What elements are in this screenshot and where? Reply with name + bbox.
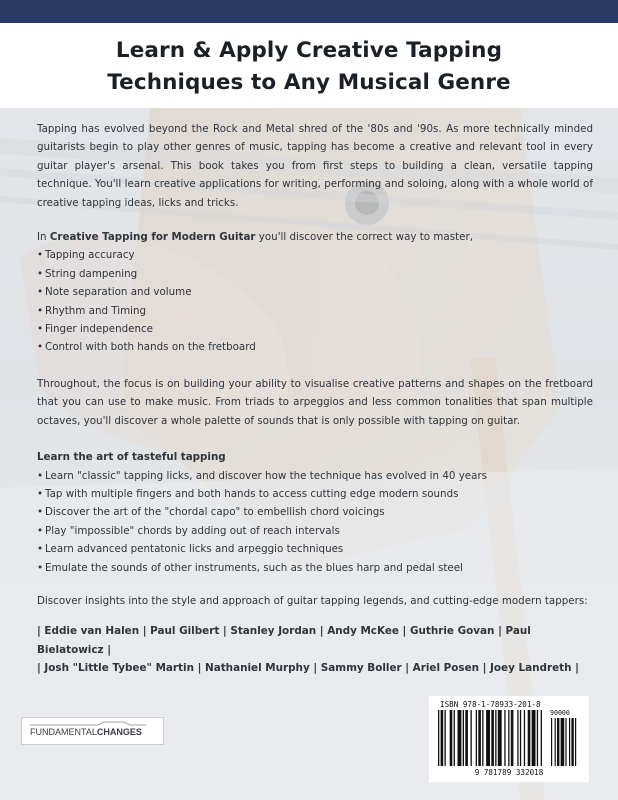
- isbn-barcode: [429, 696, 589, 782]
- barcode-addon-bar: [555, 718, 556, 766]
- list-item: • Learn "classic" tapping licks, and discover how the technique has evolved in 40 years: [37, 467, 593, 485]
- top-color-bar: [0, 0, 618, 23]
- barcode-bars: [437, 710, 583, 768]
- barcode-bar: [441, 710, 444, 766]
- title-line-2: Techniques to Any Musical Genre: [107, 70, 511, 95]
- title-block: [0, 23, 618, 108]
- list-item: • Finger independence: [37, 320, 593, 338]
- skills-list: [37, 246, 593, 356]
- barcode-bar: [520, 710, 521, 766]
- barcode-bar: [476, 710, 477, 766]
- barcode-bar: [482, 710, 483, 766]
- barcode-bar: [445, 710, 446, 766]
- barcode-bar: [524, 710, 525, 766]
- barcode-addon-bar: [569, 718, 570, 766]
- discover-prefix: In: [37, 231, 50, 244]
- book-title: Creative Tapping for Modern Guitar: [49, 231, 256, 244]
- list-item: • Learn advanced pentatonic licks and arpeggio techniques: [37, 540, 593, 558]
- publisher-name: [30, 727, 142, 738]
- barcode-bar: [450, 710, 453, 766]
- barcode-bar: [471, 710, 472, 766]
- list-item: • Emulate the sounds of other instruments, such as the blues harp and pedal steel: [37, 559, 593, 577]
- barcode-bar: [454, 710, 455, 766]
- legends-line-2: | Josh "Little Tybee" Martin | Nathaniel Murphy | Sammy Boller | Ariel Posen | Joey Landreth |: [37, 662, 579, 675]
- barcode-bar: [465, 710, 468, 766]
- list-item: • Rhythm and Timing: [37, 302, 593, 320]
- barcode-digits: 9 781789 332018: [474, 768, 544, 777]
- barcode-addon-bar: [557, 718, 559, 766]
- barcode-bar: [458, 710, 462, 766]
- discover-suffix: you'll discover the correct way to master,: [255, 231, 473, 244]
- barcode-bar: [478, 710, 481, 766]
- barcode-bar: [504, 710, 505, 766]
- price-addon: 90000: [550, 709, 570, 717]
- list-item: • Tap with multiple fingers and both hands to access cutting edge modern sounds: [37, 485, 593, 503]
- barcode-addon-bar: [551, 718, 552, 766]
- title-line-1: Learn & Apply Creative Tapping: [115, 38, 503, 63]
- barcode-bar: [537, 710, 538, 766]
- barcode-bar: [498, 710, 502, 766]
- publisher-name-part1: FUNDAMENTAL: [30, 727, 97, 737]
- art-list: [37, 467, 593, 577]
- insights-paragraph: Discover insights into the style and approach of guitar tapping legends, and cutting-edge modern tappers:: [37, 594, 588, 607]
- intro-paragraph: Tapping has evolved beyond the Rock and Metal shred of the '80s and '90s. As more technically minded guitarists begin to play other genres of music, tapping has become a creative and relevant tool in every guitar player's arsenal. This book takes you from first steps to building a clean, versatile tapping technique. You'll learn creative applications for writing, performing and soloing, along with a whole world of creative tapping ideas, licks and tricks.: [37, 123, 593, 209]
- barcode-addon-bar: [575, 718, 576, 766]
- barcode-addon-bar: [565, 718, 566, 766]
- barcode-bar: [508, 710, 509, 766]
- list-item: • Play "impossible" chords by adding out of reach intervals: [37, 522, 593, 540]
- publisher-logo: [21, 717, 164, 745]
- list-item: • String dampening: [37, 265, 593, 283]
- barcode-bar: [528, 710, 531, 766]
- back-cover-text: [37, 120, 593, 678]
- art-heading: Learn the art of tasteful tapping: [37, 451, 226, 464]
- barcode-addon-bar: [571, 718, 573, 766]
- throughout-paragraph: Throughout, the focus is on building your ability to visualise creative patterns and shapes on the fretboard that you can use to make music. From triads to arpeggios and less common tonalities that span multiple octaves, you'll discover a whole palette of sounds that is only possible with tapping on guitar.: [37, 377, 593, 427]
- legends-line-1: | Eddie van Halen | Paul Gilbert | Stanley Jordan | Andy McKee | Guthrie Govan | Paul Bielatowicz |: [37, 625, 531, 656]
- barcode-bar: [463, 710, 464, 766]
- barcode-bar: [491, 710, 494, 766]
- barcode-bar: [486, 710, 490, 766]
- discover-intro: [37, 228, 593, 246]
- list-item: • Note separation and volume: [37, 283, 593, 301]
- list-item: • Control with both hands on the fretboard: [37, 338, 593, 356]
- barcode-bar: [438, 710, 439, 766]
- publisher-name-part2: CHANGES: [96, 727, 142, 737]
- barcode-addon-bar: [561, 718, 565, 766]
- barcode-bar: [511, 710, 514, 766]
- list-item: • Tapping accuracy: [37, 246, 593, 264]
- barcode-bar: [541, 710, 542, 766]
- list-item: • Discover the art of the "chordal capo" to embellish chord voicings: [37, 503, 593, 521]
- barcode-bar: [517, 710, 518, 766]
- barcode-bar: [495, 710, 496, 766]
- barcode-bar: [532, 710, 536, 766]
- isbn-number: ISBN 978-1-78933-201-8: [440, 700, 541, 709]
